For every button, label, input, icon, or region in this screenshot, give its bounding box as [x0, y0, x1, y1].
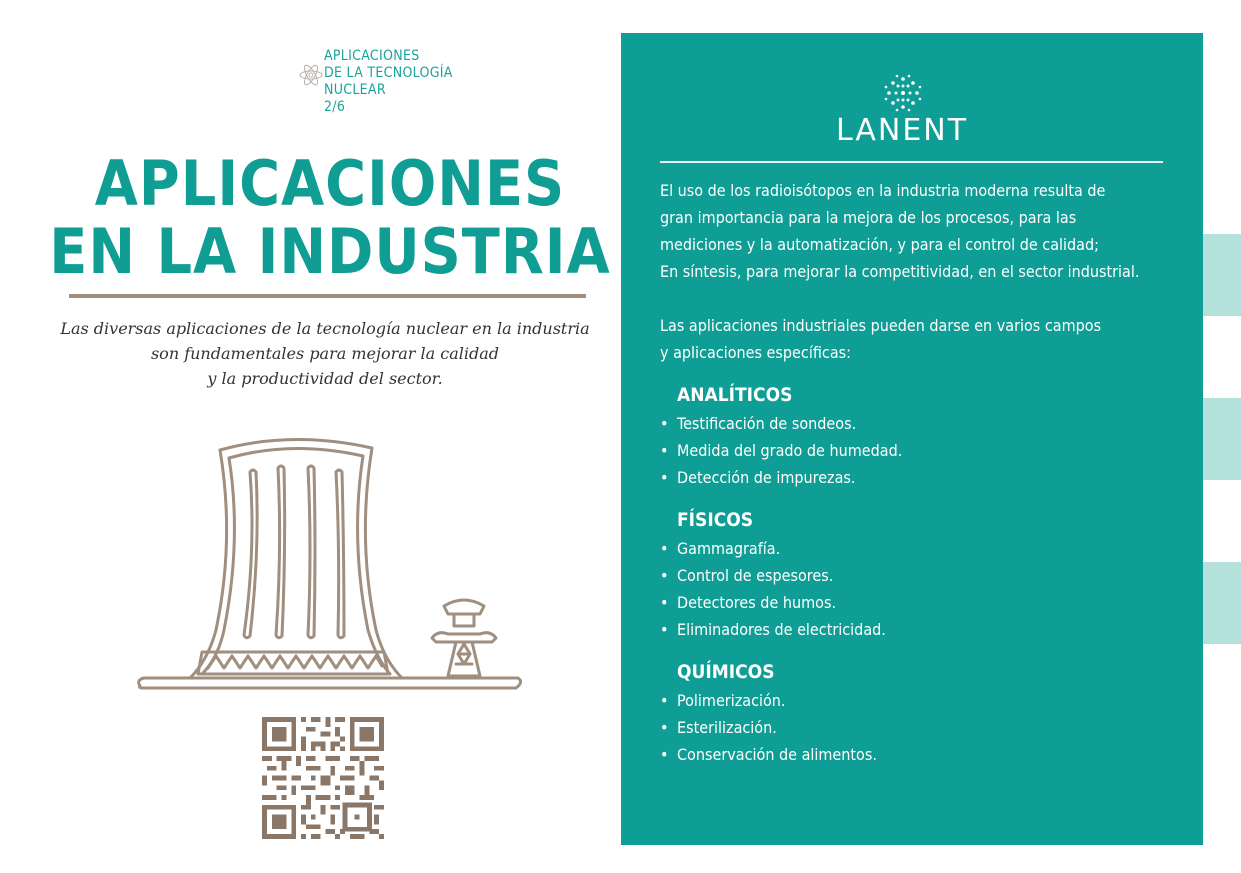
panel-divider — [660, 161, 1163, 163]
page-tab-1[interactable] — [1203, 234, 1241, 316]
title-divider — [69, 294, 586, 298]
intro-text — [40, 316, 610, 391]
section-title-fisicos: FÍSICOS — [677, 509, 754, 531]
list-item: • Detectores de humos. — [660, 589, 1180, 616]
info-panel — [621, 33, 1203, 845]
list-item: • Polimerización. — [660, 687, 1180, 714]
intro-line: Las diversas aplicaciones de la tecnología nuclear en la industria — [60, 319, 590, 338]
paragraph-line: mediciones y la automatización, y para el control de calidad; — [660, 235, 1099, 254]
list-item: • Control de espesores. — [660, 562, 1180, 589]
series-line: APLICACIONES — [324, 48, 420, 64]
title-line-1: APLICACIONES — [94, 147, 566, 220]
page-tab-3[interactable] — [1203, 562, 1241, 644]
paragraph-line: El uso de los radioisótopos en la industria moderna resulta de — [660, 181, 1106, 200]
page-title — [0, 147, 660, 288]
section-title-analiticos: ANALÍTICOS — [677, 384, 793, 406]
series-page: 2/6 — [324, 99, 346, 115]
section-title-quimicos: QUÍMICOS — [677, 661, 775, 683]
qr-code[interactable] — [262, 717, 384, 839]
series-text — [324, 48, 453, 116]
paragraph-line: y aplicaciones específicas: — [660, 343, 851, 362]
series-line: DE LA TECNOLOGÍA — [324, 65, 453, 81]
series-line: NUCLEAR — [324, 82, 386, 98]
paragraph-line: gran importancia para la mejora de los procesos, para las — [660, 208, 1077, 227]
list-item: • Conservación de alimentos. — [660, 741, 1180, 768]
page-tab-2[interactable] — [1203, 398, 1241, 480]
paragraph-line: En síntesis, para mejorar la competitividad, en el sector industrial. — [660, 262, 1140, 281]
list-item: • Esterilización. — [660, 714, 1180, 741]
list-item: • Gammagrafía. — [660, 535, 1180, 562]
list-item: • Eliminadores de electricidad. — [660, 616, 1180, 643]
list-item: • Medida del grado de humedad. — [660, 437, 1180, 464]
list-item: • Testificación de sondeos. — [660, 410, 1180, 437]
lanent-logo-text: LANENT — [835, 113, 969, 148]
series-label — [298, 48, 453, 116]
intro-line: y la productividad del sector. — [207, 369, 443, 388]
atom-icon — [298, 52, 324, 98]
intro-line: son fundamentales para mejorar la calidad — [150, 344, 500, 363]
lanent-globe-logo — [883, 73, 923, 113]
panel-body — [660, 177, 1180, 768]
cooling-tower-illustration — [132, 430, 522, 692]
list-item: • Detección de impurezas. — [660, 464, 1180, 491]
title-line-2: EN LA INDUSTRIA — [49, 215, 611, 288]
paragraph-line: Las aplicaciones industriales pueden darse en varios campos — [660, 316, 1102, 335]
